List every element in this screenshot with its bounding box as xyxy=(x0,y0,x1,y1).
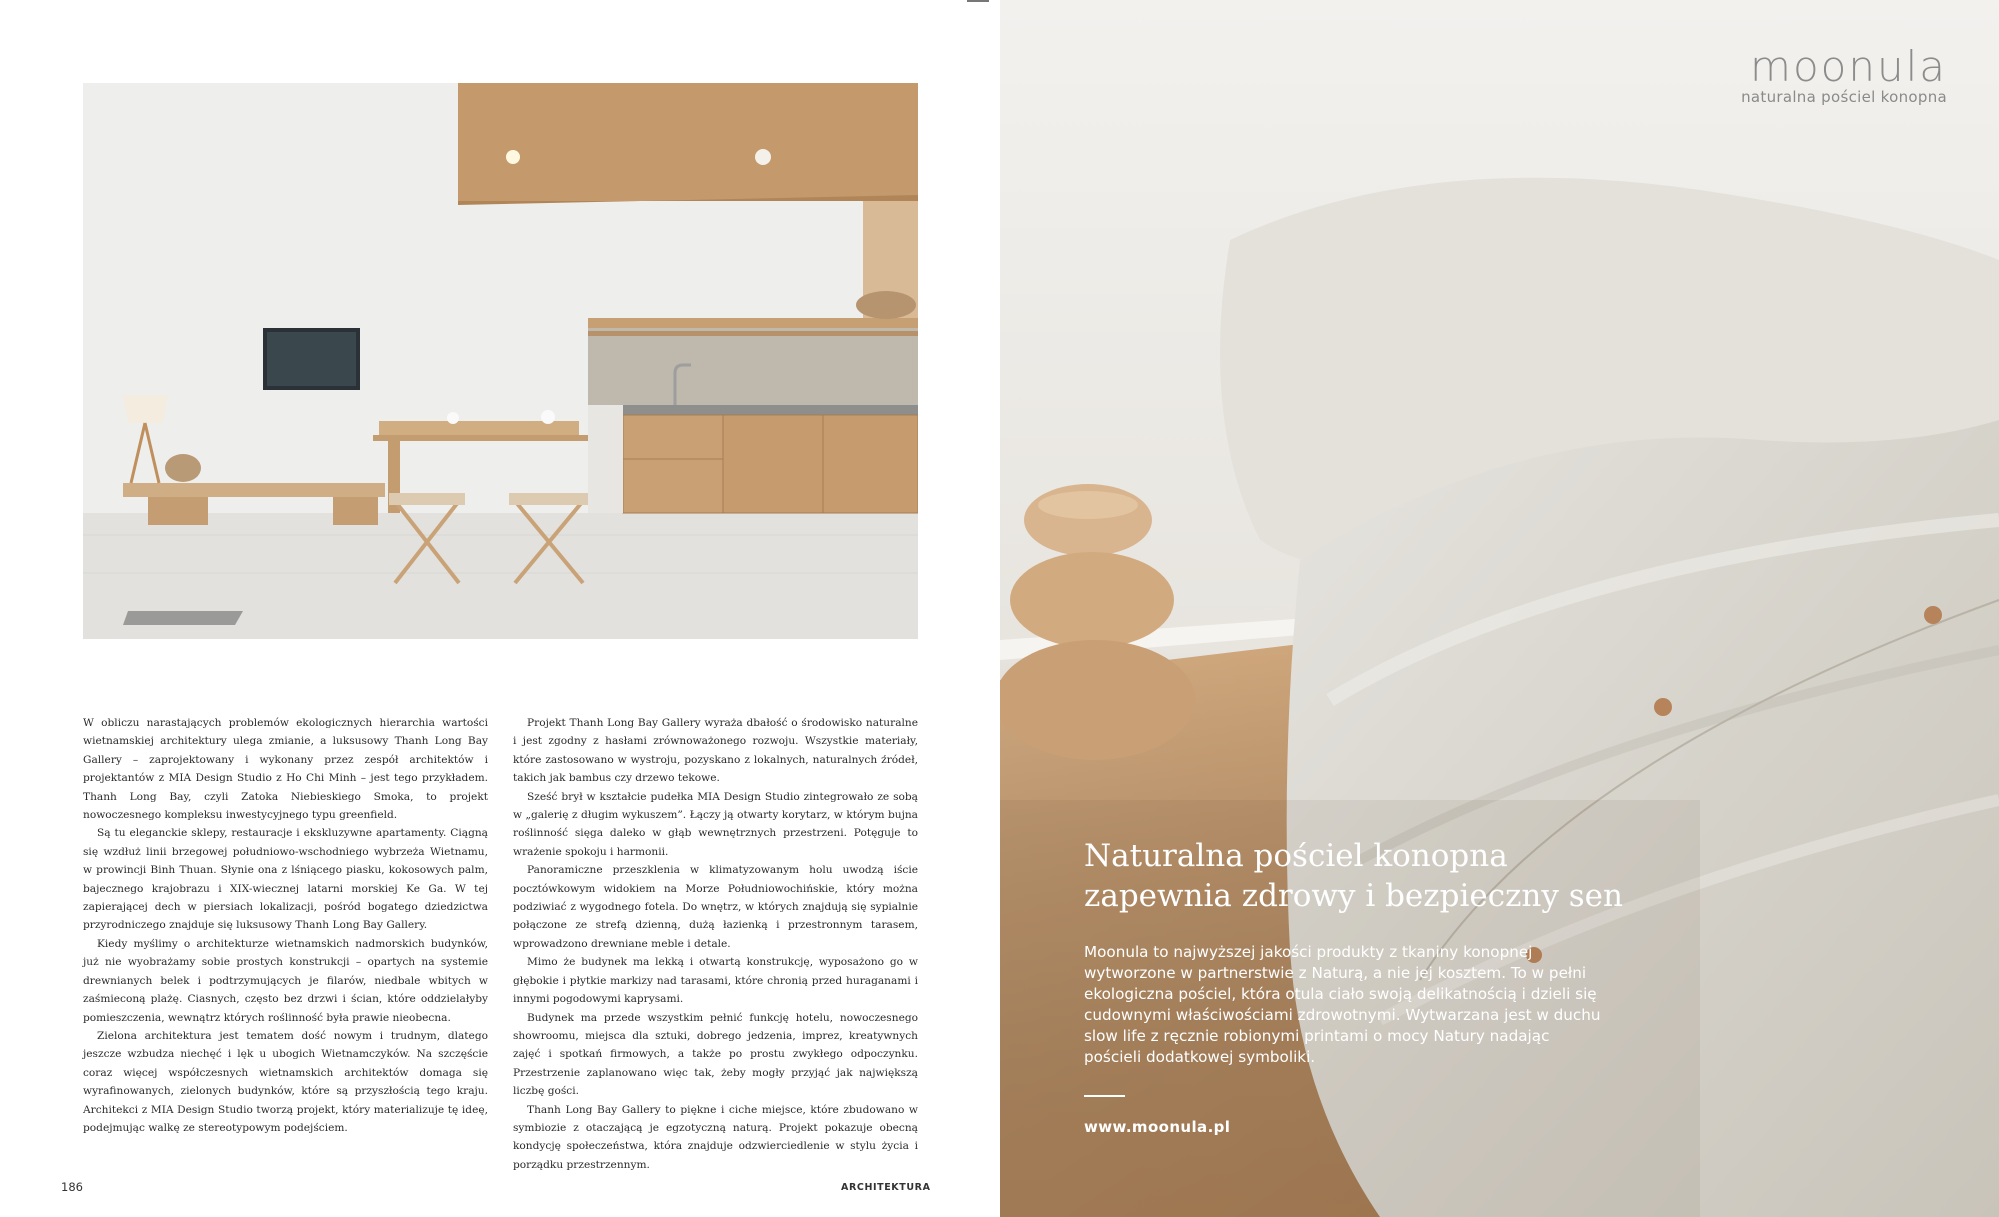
ad-headline-line-2: zapewnia zdrowy i bezpieczny sen xyxy=(1084,878,1623,914)
brand-url-link[interactable]: www.moonula.pl xyxy=(1084,1118,1231,1136)
article-paragraph: Projekt Thanh Long Bay Gallery wyraża dbałość o środowisko naturalne i jest zgodny z hasłami zrównoważonego rozwoju. Wszystkie materiały, które zastosowano w wystroju, pozyskano z lokalnych, naturalnych źródeł, takich jak bambus czy drzewo tekowe. xyxy=(513,717,918,785)
interior-photo-illustration xyxy=(83,83,918,639)
article-paragraph: Thanh Long Bay Gallery to piękne i ciche miejsce, które zbudowano w symbiozie z otaczającą je egzotyczną naturą. Projekt pokazuje obecną kondycję społeczeństwa, która znajduje odzwierciedlenie w stylu życia i porządku przestrzennym. xyxy=(513,1103,918,1171)
article-paragraph: W obliczu narastających problemów ekologicznych hierarchia wartości wietnamskiej architektury ulega zmianie, a luksusowy Thanh Long Bay Gallery – zaprojektowany i wykonany przez zespół architektów i projektantów z MIA Design Studio z Ho Chi Minh – jest tego przykładem. Thanh Long Bay, czyli Zatoka Niebieskiego Smoka, to projekt nowoczesnego kompleksu inwestycyjnego typu greenfield. xyxy=(83,717,488,822)
brand-tagline: naturalna pościel konopna xyxy=(1741,88,1947,106)
interior-photo xyxy=(83,83,918,639)
article-paragraph: Mimo że budynek ma lekką i otwartą konstrukcję, wyposażono go w głębokie i płytkie markizy nad tarasami, które chronią przed huraganami i innymi pogodowymi kaprysami. xyxy=(513,956,918,1006)
article-paragraph: Kiedy myślimy o architekturze wietnamskich nadmorskich budynków, już nie wyobrażamy sobie prostych konstrukcji – opartych na systemie drewnianych belek i podtrzymujących je filarów, niedbale wbitych w zaśmieconą plażę. Ciasnych, często bez drzwi i ścian, które oddzielałyby pomieszczenia, wewnątrz których roślinność była prawie nieobecna. xyxy=(83,937,488,1024)
article-paragraph: Są tu eleganckie sklepy, restauracje i ekskluzywne apartamenty. Ciągną się wzdłuż linii brzegowej południowo-wschodniego wybrzeża Wietnamu, w prowincji Binh Thuan. Słynie ona z lśniącego piasku, kokosowych palm, bajecznego krajobrazu i XIX-wiecznej latarni morskiej Ke Ga. W tej zapierającej dech w piersiach lokalizacji, pośród bogatego dziedzictwa przyrodniczego znajduje się luksusowy Thanh Long Bay Gallery. xyxy=(83,827,488,932)
article-paragraph: Zielona architektura jest tematem dość nowym i trudnym, dlatego jeszcze wzbudza niechęć i lęk u ubogich Wietnamczyków. Na szczęście coraz więcej współczesnych wietnamskich architektów domaga się wyrafinowanych, zielonych budynków, które są przyszłością tego kraju. Architekci z MIA Design Studio tworzą projekt, który materializuje tę ideę, podejmując walkę ze stereotypowym podejściem. xyxy=(83,1029,488,1134)
page-edge-mark xyxy=(967,0,989,2)
ad-body-text: Moonula to najwyższej jakości produkty z tkaniny konopnej wytworzone w partnerstwie z Naturą, a nie jej kosztem. To w pełni ekologiczna pościel, która otula ciało swoją delikatnością i dzieli się cudownymi właściwościami zdrowotnymi. Wytwarzana jest w duchu slow life z ręcznie robionymi printami o mocy Natury nadając pościeli dodatkowej symboliki. xyxy=(1084,943,1601,1066)
article-column-2 xyxy=(513,714,918,1174)
brand-logo xyxy=(1741,44,1947,106)
section-label: ARCHITEKTURA xyxy=(841,1182,931,1193)
article-column-1 xyxy=(83,714,488,1137)
page-number: 186 xyxy=(61,1180,83,1194)
advertisement-page xyxy=(1000,0,1999,1217)
article-paragraph: Panoramiczne przeszklenia w klimatyzowanym holu uwodzą iście pocztówkowym widokiem na Morze Południowochińskie, który można podziwiać z wygodnego fotela. Do wnętrz, w których znajdują się sypialnie połączone ze strefą dzienną, dużą łazienką i przestronnym tarasem, wprowadzono drewniane meble i detale. xyxy=(513,864,918,950)
ad-headline xyxy=(1084,836,1644,916)
brand-name: moonula xyxy=(1750,42,1947,91)
article-paragraph: Sześć brył w kształcie pudełka MIA Design Studio zintegrowało ze sobą w „galerię z długim wykuszem”. Łączy ją otwarty korytarz, w którym bujna roślinność sięga daleko w głąb wewnętrznych przestrzeni. Potęguje to wrażenie spokoju i harmonii. xyxy=(513,790,918,858)
ad-headline-line-1: Naturalna pościel konopna xyxy=(1084,838,1508,874)
divider xyxy=(1084,1095,1125,1097)
article-paragraph: Budynek ma przede wszystkim pełnić funkcję hotelu, nowoczesnego showroomu, miejsca dla sztuki, dobrego jedzenia, imprez, kreatywnych zajęć i spotkań firmowych, a także po prostu zwykłego odpoczynku. Przestrzenie zaplanowano więc tak, żeby mogły przyjąć jak największą liczbę gości. xyxy=(513,1011,918,1098)
